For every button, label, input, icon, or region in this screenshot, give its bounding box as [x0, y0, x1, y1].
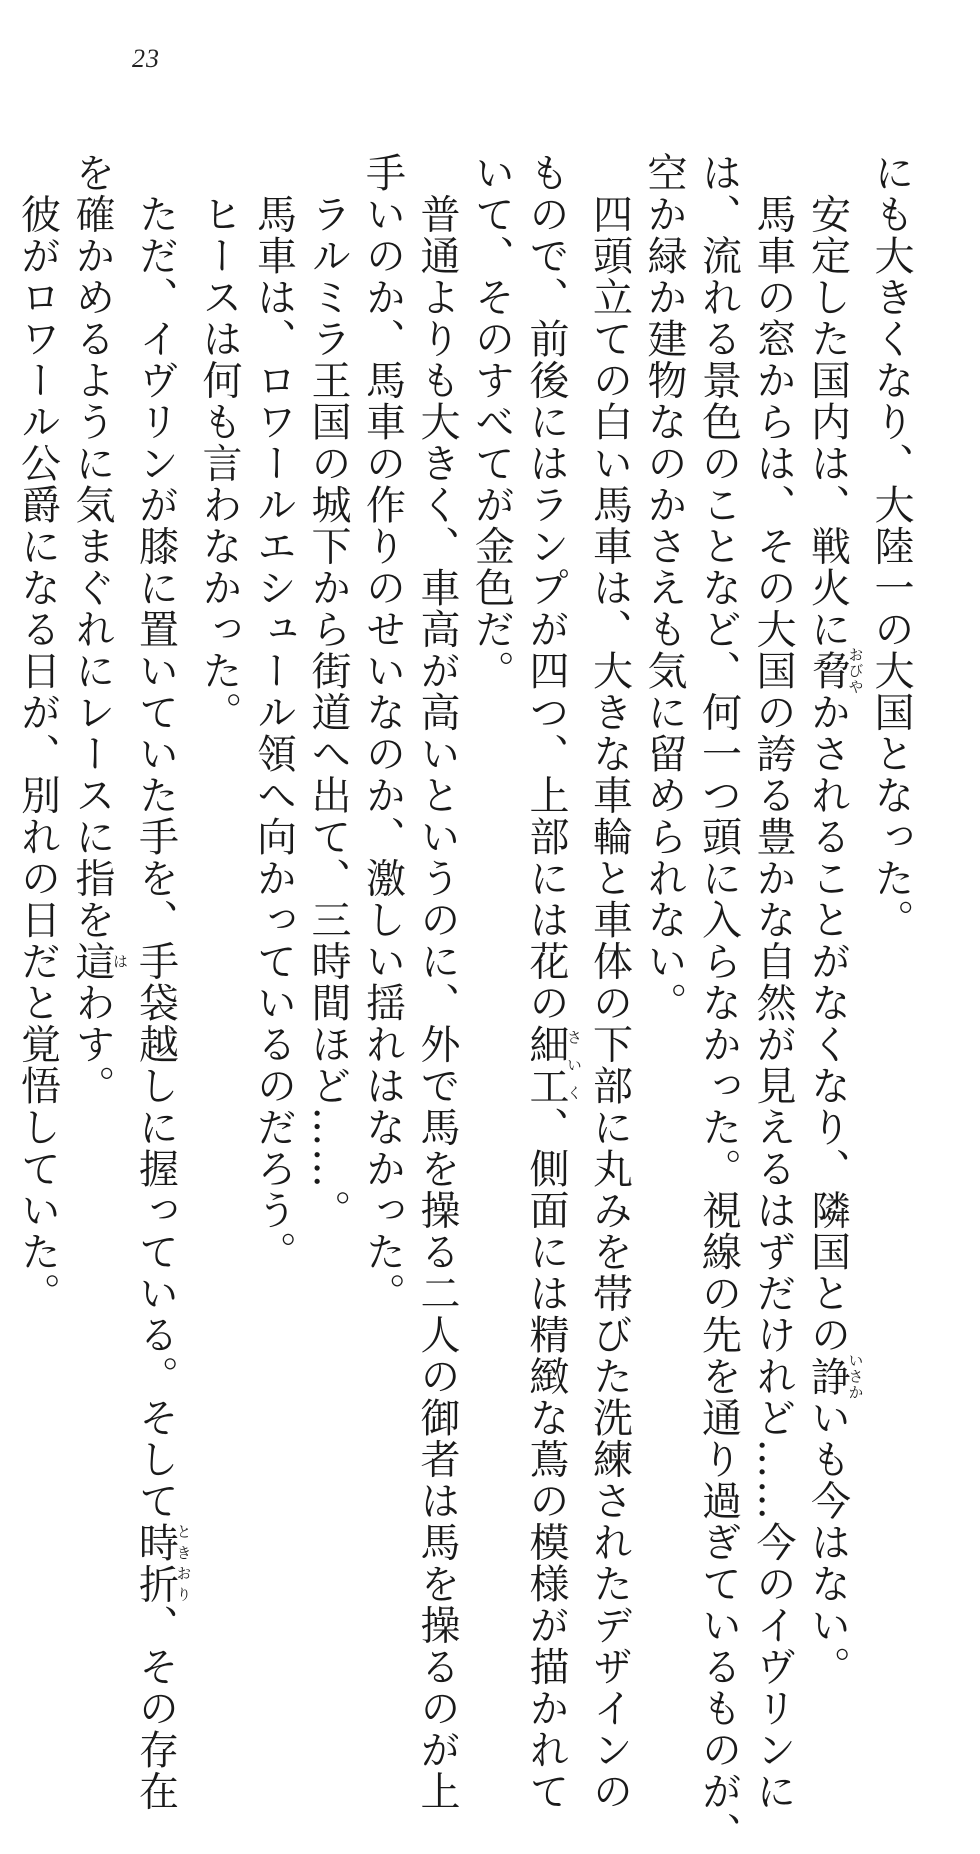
text-segment: いて、そのすべてが金色だ。 [468, 152, 515, 692]
text-segment: わす。 [69, 982, 115, 1107]
text-segment: 馬車の窓からは、その大国の誇る豊かな自然が見えるはずだけれど……今のイヴリンに [750, 152, 796, 1812]
text-segment: 安定した国内は、戦火に [804, 152, 851, 650]
text-line [800, 152, 865, 1688]
text-line [464, 152, 519, 1342]
text-line [691, 152, 746, 1854]
text-line [637, 152, 692, 1342]
text-segment: にも大きくなり、大陸一の大国となった。 [868, 152, 914, 941]
text-segment: 空か緑か建物なのかさえも気に留められない。 [641, 152, 687, 1024]
text-segment: は、流れる景色のことなど、何一つ頭に入らなかった。視線の先を通り過ぎているものが、 [695, 152, 742, 1854]
ruby-reading: さいく [565, 1023, 583, 1107]
ruby-base: 細工 [523, 1023, 569, 1107]
text-line [65, 152, 129, 1342]
text-line [864, 152, 919, 1342]
ruby-base: 這 [69, 940, 115, 982]
text-line [519, 152, 583, 1812]
text-line [246, 152, 301, 1342]
text-line [355, 152, 410, 1342]
text-segment: 彼がロワール公爵になる日が、別れの日だと覚悟していた。 [14, 152, 61, 1314]
ruby-base: 脅 [804, 646, 851, 695]
ruby-base: 諍 [804, 1352, 851, 1401]
text-segment: ヒースは何も言わなかった。 [196, 152, 242, 733]
ruby-reading: ときおり [174, 1521, 193, 1605]
text-line [10, 152, 65, 1342]
vertical-text-body [10, 152, 918, 1854]
ruby-reading: おびや [846, 646, 865, 695]
text-line [746, 152, 801, 1812]
ruby-annotation [523, 1023, 583, 1107]
ruby-base: 時折 [132, 1521, 179, 1605]
text-line [192, 152, 247, 1342]
text-segment: かされることがなくなり、隣国との [804, 691, 851, 1356]
text-segment: を確かめるように気まぐれにレースに指を [69, 152, 115, 941]
text-line [410, 152, 465, 1812]
text-segment: ただ、イヴリンが膝に置いていた手を、手袋越しに握っている。そして [132, 152, 179, 1522]
text-segment: 、側面には精緻な蔦の模様が描かれて [523, 1106, 569, 1812]
text-line [582, 152, 637, 1812]
text-segment: いも今はない。 [804, 1397, 851, 1688]
text-line [301, 152, 356, 1342]
text-segment: 普通よりも大きく、車高が高いというのに、外で馬を操る二人の御者は馬を操るのが上 [414, 152, 460, 1812]
ruby-annotation [804, 1352, 865, 1401]
text-segment: 馬車は、ロワールエシュール領へ向かっているのだろう。 [250, 152, 297, 1273]
text-segment: ラルミラ王国の城下から街道へ出て、三時間ほど……。 [305, 152, 351, 1231]
ruby-reading: いさか [846, 1352, 865, 1401]
ruby-annotation [132, 1521, 193, 1605]
text-segment: 四頭立ての白い馬車は、大きな車輪と車体の下部に丸みを帯びた洗練されたデザインの [586, 152, 633, 1812]
ruby-reading: は [111, 940, 129, 982]
text-segment: 手いのか、馬車の作りのせいなのか、激しい揺れはなかった。 [359, 152, 406, 1314]
text-line [128, 152, 193, 1812]
page-number: 23 [132, 44, 160, 73]
text-segment: 、その存在 [132, 1604, 179, 1812]
text-segment: もので、前後にはランプが四つ、上部には花の [523, 152, 569, 1024]
ruby-annotation [804, 646, 865, 695]
ruby-annotation [69, 940, 129, 983]
